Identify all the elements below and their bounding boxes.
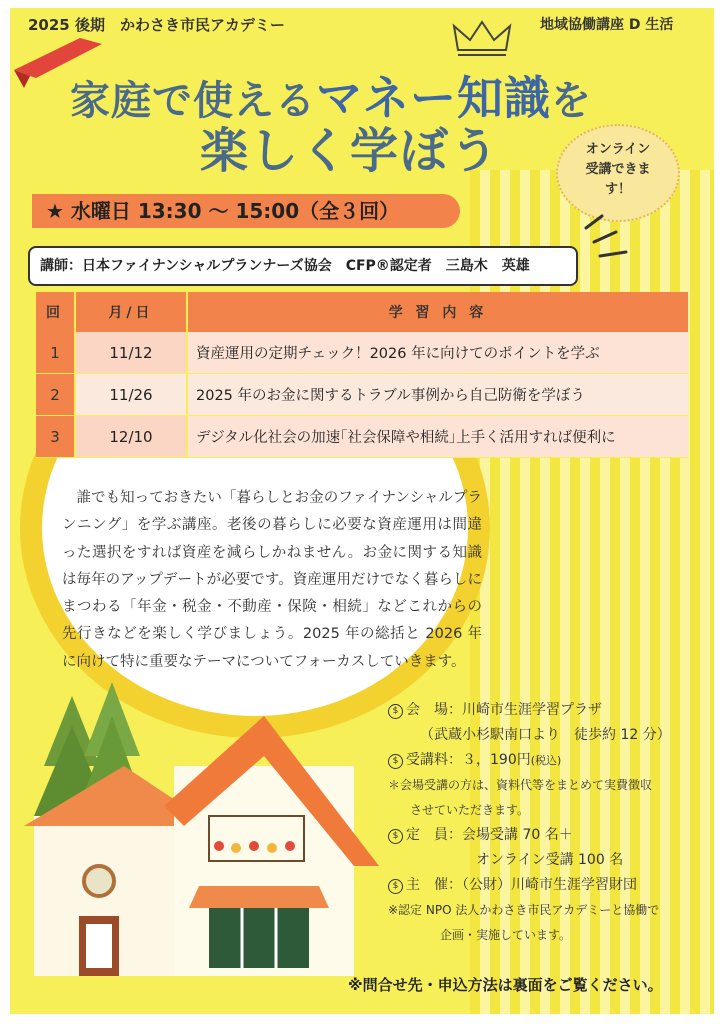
coin-icon: $ <box>388 829 403 844</box>
header-content: 学 習 内 容 <box>187 292 688 332</box>
capacity-online: オンライン受講 100 名 <box>476 852 624 868</box>
fee-row: $ 受講料：３，190円(税込) <box>388 748 708 773</box>
coin-icon: $ <box>388 704 403 719</box>
row-number: 2 <box>36 374 75 416</box>
coin-icon: $ <box>388 879 403 894</box>
house-illustration <box>14 676 394 1006</box>
emphasis-lines-icon <box>582 212 632 264</box>
organizer-row: $ 主 催：（公財）川崎市生涯学習財団 <box>388 873 708 898</box>
row-content: 2025 年のお金に関するトラブル事例から自己防衛を学ぼう <box>187 374 688 416</box>
row-number: 1 <box>36 332 75 374</box>
organizer-note-1: ※認定 NPO 法人かわさき市民アカデミーと協働で <box>388 903 660 917</box>
row-content: 資産運用の定期チェック！2026 年に向けてのポイントを学ぶ <box>187 332 688 374</box>
organizer-note-2: 企画・実施しています。 <box>440 928 572 942</box>
fee-note-1: ＊会場受講の方は、資料代等をまとめて実費徴収 <box>388 778 653 792</box>
description-text: 誰でも知っておきたい「暮らしとお金のファイナンシャルプランニング」を学ぶ講座。老後の暮らしに必要な資産運用は間違った選択をすれば資産を減らしかねません。お金に関する知識は毎年のアップデートが必要です。資産運用だけでなく暮らしにまつわる「年金・税金・不動産・保険・相続」などこれからの先行きなどを楽しく学びましょう。2025 年の総括と 2026 年に向けて特に重要なテーマについてフォーカスしていきます。 <box>62 490 482 670</box>
venue-row: $ 会 場：川崎市生涯学習プラザ <box>388 698 708 723</box>
online-badge: オンライン 受講できま す！ <box>556 124 680 222</box>
row-date: 11/26 <box>75 374 187 416</box>
title-line-2: 楽しく学ぼう <box>200 123 501 179</box>
capacity-row: $ 定 員：会場受講 70 名＋ <box>388 823 708 848</box>
footer-note: ※問合せ先・申込方法は裏面をご覧ください。 <box>348 976 663 994</box>
series-label: 2025 後期 かわさき市民アカデミー <box>28 16 285 34</box>
table-row <box>36 416 688 458</box>
header-no: 回 <box>36 292 75 332</box>
row-date: 12/10 <box>75 416 187 458</box>
row-content: デジタル化社会の加速｢社会保障や相続｣上手く活用すれば便利に <box>187 416 688 458</box>
crown-icon <box>452 20 512 58</box>
lecturer-box: 講師：日本ファイナンシャルプランナーズ協会 CFP®認定者 三島木 英雄 <box>28 246 578 286</box>
fee-note-2: させていただきます。 <box>410 803 530 817</box>
coin-icon: $ <box>388 754 403 769</box>
title-line-1: 家庭で使えるマネー知識を <box>70 71 592 125</box>
schedule-table <box>36 292 688 458</box>
category-label: 地域協働講座 D 生活 <box>540 17 674 33</box>
info-section <box>388 698 708 948</box>
table-row <box>36 332 688 374</box>
table-row <box>36 374 688 416</box>
row-number: 3 <box>36 416 75 458</box>
table-header-row <box>36 292 688 332</box>
row-date: 11/12 <box>75 332 187 374</box>
schedule-bar: ★ 水曜日 13:30 ～ 15:00（全３回） <box>32 194 460 228</box>
venue-access: （武蔵小杉駅南口より 徒歩約 12 分） <box>420 727 671 743</box>
header-date: 月/日 <box>75 292 187 332</box>
